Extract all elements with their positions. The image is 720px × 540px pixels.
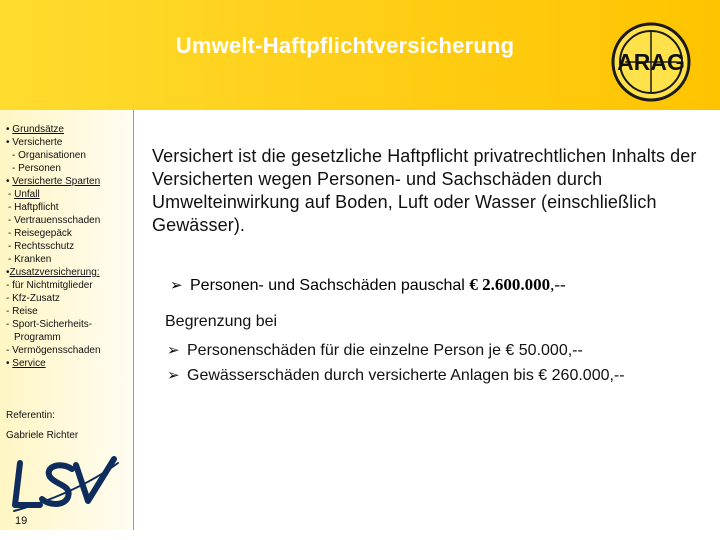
referent-label: Referentin:	[6, 410, 55, 421]
bullet-personal-injury-text: Personenschäden für die einzelne Person je € 50.000,--	[187, 342, 583, 359]
bullet-water-damage	[167, 365, 625, 386]
nav-link-grundsaetze[interactable]: Grundsätze	[12, 124, 64, 135]
arag-logo-text: ARAG	[617, 49, 685, 75]
nav-item-kfz-zusatz: - Kfz-Zusatz	[6, 293, 60, 304]
bullet-coverage	[170, 274, 566, 296]
main-content	[152, 145, 702, 237]
nav-link-zusatzversicherung[interactable]: Zusatzversicherung:	[9, 267, 100, 278]
bullet-personal-injury	[167, 340, 583, 361]
nav-link-versicherte-sparten[interactable]: Versicherte Sparten	[12, 176, 101, 187]
nav-item-rechtsschutz: - Rechtsschutz	[8, 241, 75, 252]
bullet-coverage-text: Personen- und Sachschäden pauschal	[190, 277, 465, 294]
bullet-water-damage-text: Gewässerschäden durch versicherte Anlagen bis € 260.000,--	[187, 367, 625, 384]
bullet-dot: •	[6, 358, 10, 369]
bullet-dot: •	[6, 137, 10, 148]
arrow-right-icon: ➢	[167, 367, 180, 384]
nav-item-reisegepaeck: - Reisegepäck	[8, 228, 72, 239]
sidebar-nav	[6, 123, 101, 370]
nav-item-vermoegensschaden: - Vermögensschaden	[6, 345, 101, 356]
nav-item-nichtmitglieder: - für Nichtmitglieder	[6, 280, 93, 291]
page-title: Umwelt-Haftpflichtversicherung	[175, 33, 515, 58]
lsv-logo	[10, 455, 122, 513]
nav-item-haftpflicht: - Haftpflicht	[8, 202, 59, 213]
nav-link-service[interactable]: Service	[12, 358, 46, 369]
referent-name: Gabriele Richter	[6, 430, 79, 441]
bullet-dot: •	[6, 124, 10, 135]
arrow-right-icon: ➢	[167, 342, 180, 359]
nav-item-kranken: - Kranken	[8, 254, 52, 265]
page-number: 19	[15, 515, 28, 527]
arrow-right-icon: ➢	[170, 277, 183, 294]
nav-link-unfall[interactable]: Unfall	[14, 189, 40, 200]
arag-logo	[611, 22, 691, 102]
header-banner	[0, 0, 720, 110]
nav-item-vertrauensschaden: - Vertrauensschaden	[8, 215, 101, 226]
bullet-dot: •	[6, 176, 10, 187]
intro-paragraph: Versichert ist die gesetzliche Haftpflicht privatrechtlichen Inhalts der Versicherten wegen Personen- und Sachschäden durch Umwelteinwirkung auf Boden, Luft oder Wasser (einschließlich Gewässer).	[152, 146, 697, 235]
nav-item-organisationen: - Organisationen	[12, 150, 86, 161]
dash-prefix: -	[8, 189, 12, 200]
bullet-dot: •	[6, 267, 10, 278]
nav-item-versicherte: Versicherte	[12, 137, 63, 148]
nav-item-personen: - Personen	[12, 163, 61, 174]
limits-heading: Begrenzung bei	[165, 313, 278, 330]
nav-item-programm: Programm	[14, 332, 61, 343]
bullet-coverage-amount: € 2.600.000	[469, 275, 551, 294]
nav-item-reise: - Reise	[6, 306, 38, 317]
nav-item-sport-sicherheits: - Sport-Sicherheits-	[6, 319, 93, 330]
bullet-coverage-suffix: ,--	[550, 275, 566, 294]
